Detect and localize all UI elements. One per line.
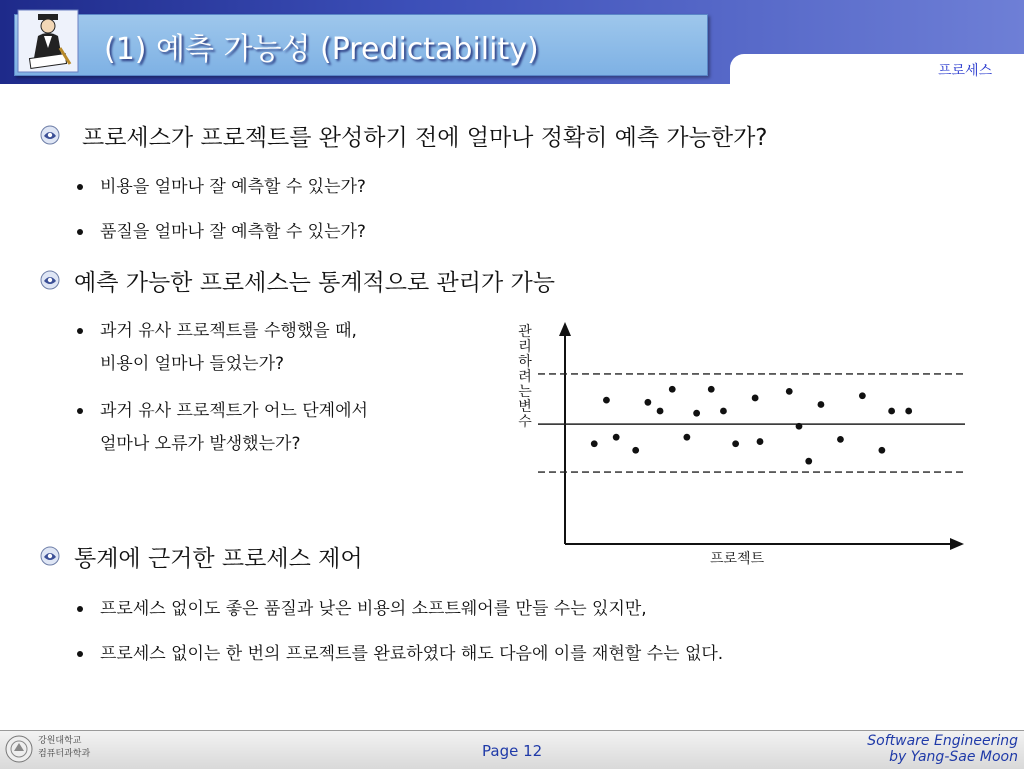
data-point xyxy=(752,395,759,402)
data-point xyxy=(683,434,690,441)
course-author: by Yang-Sae Moon xyxy=(889,749,1018,765)
data-point xyxy=(708,386,715,393)
point-2-sub-2-line-2: 얼마나 오류가 발생했는가? xyxy=(100,434,301,454)
x-axis-arrowhead xyxy=(950,538,964,550)
control-chart xyxy=(510,318,970,570)
point-2-sub-1-line-1: 과거 유사 프로젝트를 수행했을 때, xyxy=(100,321,357,341)
data-point xyxy=(603,397,610,404)
data-point xyxy=(796,423,803,430)
page-number: Page 12 xyxy=(482,742,543,760)
sub-bullet-dot xyxy=(77,229,83,235)
footer-org xyxy=(38,735,90,761)
point-2-text: 예측 가능한 프로세스는 통계적으로 관리가 가능 xyxy=(74,270,555,296)
course-title: Software Engineering xyxy=(867,733,1018,749)
point-2-sub-1-line-2: 비용이 얼마나 들었는가? xyxy=(100,354,285,374)
data-point xyxy=(720,408,727,415)
data-point xyxy=(818,401,825,408)
data-point xyxy=(669,386,676,393)
course-credit xyxy=(867,733,1018,765)
data-point xyxy=(888,408,895,415)
y-axis-arrowhead xyxy=(559,322,571,336)
data-point xyxy=(757,438,764,445)
point-1-sub-1: 비용을 얼마나 잘 예측할 수 있는가? xyxy=(100,177,366,197)
data-point xyxy=(591,440,598,447)
data-point xyxy=(878,447,885,454)
sub-bullet-dot xyxy=(77,184,83,190)
professor-writing-icon xyxy=(16,8,80,74)
data-point xyxy=(693,410,700,417)
data-point xyxy=(644,399,651,406)
data-point xyxy=(657,408,664,415)
sub-bullet-dot xyxy=(77,606,83,612)
point-1-text: 프로세스가 프로젝트를 완성하기 전에 얼마나 정확히 예측 가능한가? xyxy=(82,125,768,151)
data-point xyxy=(632,447,639,454)
data-point xyxy=(805,458,812,465)
data-point xyxy=(732,440,739,447)
emblem-bullet-icon xyxy=(40,546,60,566)
emblem-bullet-icon xyxy=(40,125,60,145)
university-seal-icon xyxy=(4,734,34,764)
point-3-sub-1: 프로세스 없이도 좋은 품질과 낮은 비용의 소프트웨어를 만들 수는 있지만, xyxy=(100,599,647,619)
chart-x-axis-label: 프로젝트 xyxy=(710,551,765,567)
section-tab-label: 프로세스 xyxy=(938,63,993,79)
point-1-sub-2: 품질을 얼마나 잘 예측할 수 있는가? xyxy=(100,222,366,242)
data-point xyxy=(837,436,844,443)
sub-bullet-dot xyxy=(77,408,83,414)
point-3-sub-2: 프로세스 없이는 한 번의 프로젝트를 완료하였다 해도 다음에 이를 재현할 수는 없다. xyxy=(100,644,724,664)
sub-bullet-dot xyxy=(77,328,83,334)
emblem-bullet-icon xyxy=(40,270,60,290)
page-title: (1) 예측 가능성 (Predictability) xyxy=(104,32,539,67)
sub-bullet-dot xyxy=(77,651,83,657)
data-point xyxy=(905,408,912,415)
data-point xyxy=(613,434,620,441)
point-3-text: 통계에 근거한 프로세스 제어 xyxy=(74,546,363,572)
footer-org-line-2: 컴퓨터과학과 xyxy=(38,749,91,759)
chart-y-axis-label: 관리하려는 변수 xyxy=(518,324,532,430)
data-point xyxy=(786,388,793,395)
data-point xyxy=(859,392,866,399)
point-2-sub-2-line-1: 과거 유사 프로젝트가 어느 단계에서 xyxy=(100,401,368,421)
footer-org-line-1: 강원대학교 xyxy=(38,736,82,746)
